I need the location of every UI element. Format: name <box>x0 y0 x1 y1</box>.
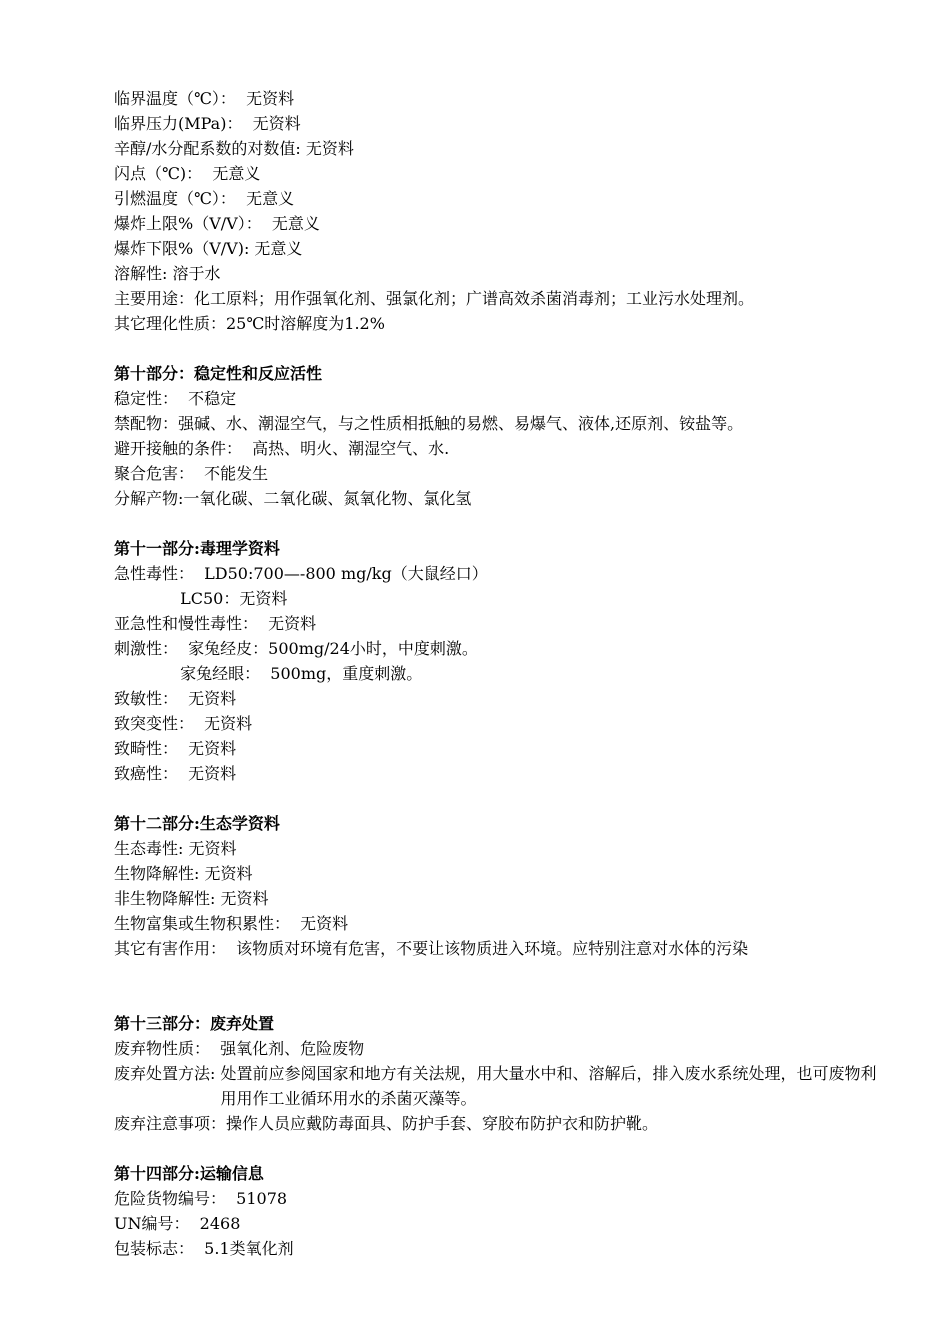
main-uses: 主要用途：化工原料；用作强氧化剂、强氯化剂；广谱高效杀菌消毒剂；工业污水处理剂。 <box>114 289 755 308</box>
other-adverse-effects: 其它有害作用： 该物质对环境有危害，不要让该物质进入环境。应特别注意对水体的污染 <box>114 939 749 958</box>
chronic-toxicity: 亚急性和慢性毒性： 无资料 <box>114 614 317 633</box>
section-13 <box>114 1011 884 1136</box>
sensitization: 致敏性： 无资料 <box>114 689 237 708</box>
octanol-water-coefficient: 辛醇/水分配系数的对数值: 无资料 <box>114 139 354 158</box>
decomposition-products: 分解产物:一氧化碳、二氧化碳、氮氧化物、氯化氢 <box>114 489 472 508</box>
section-14 <box>114 1161 884 1261</box>
un-number: UN编号： 2468 <box>114 1214 241 1233</box>
bioaccumulation: 生物富集或生物积累性： 无资料 <box>114 914 349 933</box>
irritation-skin: 刺激性： 家兔经皮：500mg/24小时，中度刺激。 <box>114 639 478 658</box>
document-page <box>114 86 884 1261</box>
spacer <box>114 786 884 811</box>
carcinogenicity: 致癌性： 无资料 <box>114 764 237 783</box>
explosion-lower-limit: 爆炸下限%（V/V): 无意义 <box>114 239 303 258</box>
critical-temperature: 临界温度（℃）： 无资料 <box>114 89 295 108</box>
irritation-eye: 家兔经眼： 500mg，重度刺激。 <box>114 664 423 683</box>
solubility: 溶解性: 溶于水 <box>114 264 221 283</box>
other-properties: 其它理化性质：25℃时溶解度为1.2% <box>114 314 385 333</box>
abiotic-degradability: 非生物降解性: 无资料 <box>114 889 269 908</box>
spacer <box>114 961 884 1011</box>
waste-nature: 废弃物性质： 强氧化剂、危险废物 <box>114 1039 365 1058</box>
section-10 <box>114 361 884 511</box>
physical-properties-block <box>114 86 884 336</box>
flash-point: 闪点（℃)： 无意义 <box>114 164 261 183</box>
conditions-to-avoid: 避开接触的条件： 高热、明火、潮湿空气、水. <box>114 439 450 458</box>
disposal-method-label: 废弃处置方法: <box>114 1064 221 1083</box>
teratogenicity: 致畸性： 无资料 <box>114 739 237 758</box>
critical-pressure: 临界压力(MPa)： 无资料 <box>114 114 301 133</box>
acute-toxicity-lc50: LC50：无资料 <box>114 589 288 608</box>
dangerous-goods-number: 危险货物编号： 51078 <box>114 1189 288 1208</box>
disposal-notes: 废弃注意事项：操作人员应戴防毒面具、防护手套、穿胶布防护衣和防护靴。 <box>114 1114 659 1133</box>
spacer <box>114 1136 884 1161</box>
section-11 <box>114 536 884 786</box>
biodegradability: 生物降解性: 无资料 <box>114 864 253 883</box>
section-14-title: 第十四部分:运输信息 <box>114 1164 264 1183</box>
incompatible-materials: 禁配物：强碱、水、潮湿空气，与之性质相抵触的易燃、易爆气、液体,还原剂、铵盐等。 <box>114 414 744 433</box>
packaging-label: 包装标志： 5.1类氧化剂 <box>114 1239 294 1258</box>
disposal-method <box>114 1061 884 1111</box>
explosion-upper-limit: 爆炸上限%（V/V）： 无意义 <box>114 214 320 233</box>
section-12 <box>114 811 884 961</box>
section-10-title: 第十部分：稳定性和反应活性 <box>114 364 323 383</box>
spacer <box>114 336 884 361</box>
section-11-title: 第十一部分:毒理学资料 <box>114 539 280 558</box>
section-13-title: 第十三部分：废弃处置 <box>114 1014 275 1033</box>
polymerization-hazard: 聚合危害： 不能发生 <box>114 464 269 483</box>
spacer <box>114 511 884 536</box>
section-12-title: 第十二部分:生态学资料 <box>114 814 280 833</box>
ignition-temperature: 引燃温度（℃）： 无意义 <box>114 189 295 208</box>
acute-toxicity: 急性毒性： LD50:700—-800 mg/kg（大鼠经口） <box>114 564 488 583</box>
ecotoxicity: 生态毒性: 无资料 <box>114 839 237 858</box>
mutagenicity: 致突变性： 无资料 <box>114 714 253 733</box>
stability: 稳定性： 不稳定 <box>114 389 237 408</box>
disposal-method-text: 处置前应参阅国家和地方有关法规，用大量水中和、溶解后，排入废水系统处理，也可废物利用用作工业循环用水的杀菌灭藻等。 <box>220 1064 877 1108</box>
